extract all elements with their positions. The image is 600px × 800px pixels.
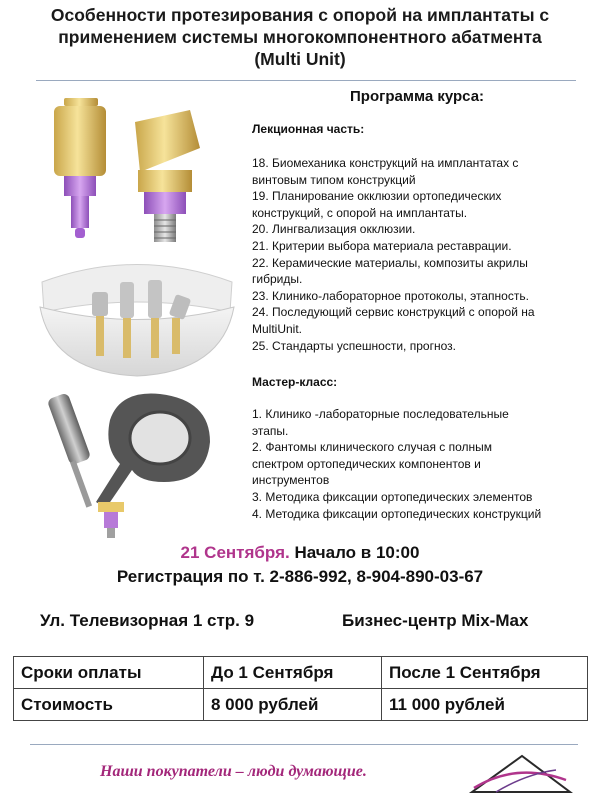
list-item: 1. Клинико -лабораторные последовательные <box>252 407 509 421</box>
title-line-1: Особенности протезирования с опорой на имплантаты с <box>50 5 550 25</box>
list-item: 22. Керамические материалы, композиты акрилы <box>252 255 528 270</box>
angled-abutment-collar <box>144 192 186 214</box>
list-item: 21. Критерии выбора материала реставрации. <box>252 238 512 253</box>
list-item: 25. Стандарты успешности, прогноз. <box>252 338 456 353</box>
list-item: 2. Фантомы клинического случая с полным <box>252 440 493 455</box>
jaw-implants-illustration <box>32 252 242 382</box>
tool-illustration <box>40 390 245 540</box>
title-line-2: применением системы многокомпонентного абатмента <box>58 27 542 47</box>
screwdriver-handle <box>47 392 92 465</box>
table-cell: Сроки оплаты <box>14 657 204 689</box>
bottom-divider <box>30 744 578 745</box>
pricing-table <box>13 656 588 721</box>
list-item: винтовым типом конструкций <box>252 172 416 187</box>
list-item: спектром ортопедических компонентов и <box>252 456 481 471</box>
list-item: гибриды. <box>252 272 303 287</box>
table-cell: 11 000 рублей <box>382 689 588 721</box>
abutments-illustration <box>40 92 240 252</box>
master-label: Мастер-класс: <box>252 375 338 389</box>
screwdriver-shaft <box>70 460 92 507</box>
event-start: Начало в 10:00 <box>289 543 420 562</box>
table-cell: До 1 Сентября <box>204 657 382 689</box>
wrench-dial <box>130 412 190 464</box>
abutment-tip <box>75 228 85 238</box>
table-row <box>14 689 588 721</box>
company-logo <box>466 752 576 796</box>
abutment-screw <box>71 196 89 228</box>
event-date-line <box>0 543 600 563</box>
event-date: 21 Сентября. <box>180 543 290 562</box>
abutment-collar <box>64 176 96 196</box>
list-item: этапы. <box>252 423 289 438</box>
list-item: 23. Клинико-лабораторное протоколы, этапность. <box>252 288 529 303</box>
table-cell: Стоимость <box>14 689 204 721</box>
business-center: Бизнес-центр Mix-Max <box>342 611 529 630</box>
top-divider <box>36 80 576 81</box>
angled-abutment-body <box>138 170 192 192</box>
event-address: Ул. Телевизорная 1 стр. 9 <box>40 611 255 630</box>
master-list <box>252 406 597 522</box>
list-item: конструкций, с опорой на имплантаты. <box>252 205 468 220</box>
angled-abutment-head <box>135 110 200 172</box>
lecture-list <box>252 155 597 354</box>
registration-phones: Регистрация по т. 2-886-992, 8-904-890-03-67 <box>116 567 484 586</box>
list-item: 24. Последующий сервис конструкций с опорой на <box>252 305 535 320</box>
table-cell: 8 000 рублей <box>204 689 382 721</box>
list-item: инструментов <box>252 473 330 488</box>
slogan: Наши покупатели – люди думающие. <box>100 763 367 780</box>
lecture-label: Лекционная часть: <box>252 122 365 136</box>
list-item: 4. Методика фиксации ортопедических конструкций <box>252 506 542 521</box>
abutment-body <box>54 106 106 176</box>
table-row <box>14 657 588 689</box>
program-heading: Программа курса: <box>350 88 485 105</box>
title-line-3: (Multi Unit) <box>254 49 346 69</box>
list-item: 3. Методика фиксации ортопедических элементов <box>252 489 533 504</box>
list-item: MultiUnit. <box>252 321 303 336</box>
list-item: 20. Лингвализация окклюзии. <box>252 222 416 237</box>
jaw-upper <box>42 265 232 313</box>
table-cell: После 1 Сентября <box>382 657 588 689</box>
list-item: 18. Биомеханика конструкций на имплантатах с <box>252 156 519 170</box>
abutment-cap <box>64 98 98 106</box>
page-title <box>0 4 600 70</box>
jaw-lower <box>40 307 234 376</box>
list-item: 19. Планирование окклюзии ортопедических <box>252 189 502 204</box>
abutment-mini <box>98 502 124 512</box>
